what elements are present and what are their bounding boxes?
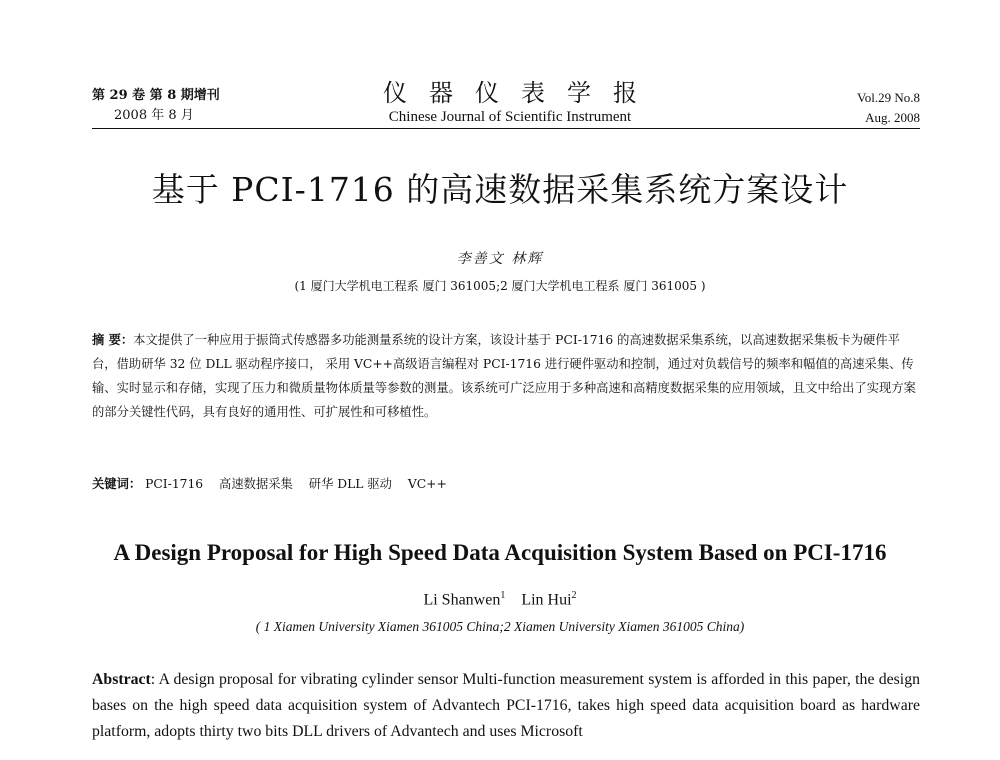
keywords-cn-label: 关键词： — [92, 476, 142, 491]
author-name: Lin Hui — [521, 591, 572, 609]
volume-en: Vol.29 No.8 — [857, 90, 920, 105]
keywords-cn — [92, 474, 920, 492]
author-affil-mark: 2 — [571, 590, 577, 601]
keyword: 研华 DLL 驱动 — [308, 477, 392, 491]
volume-cn: 第 29 卷 第 8 期增刊 — [92, 88, 220, 103]
author-affil-mark: 1 — [500, 590, 506, 601]
affiliation-cn: (1 厦门大学机电工程系 厦门 361005;2 厦门大学机电工程系 厦门 361005 ) — [294, 279, 706, 293]
header-rule — [92, 128, 920, 129]
journal-name-cn: 仪器仪表学报 — [383, 79, 659, 107]
authors-en — [0, 590, 1000, 609]
keyword: 高速数据采集 — [219, 477, 293, 491]
abstract-cn-label: 摘 要： — [92, 332, 134, 347]
header-right — [857, 88, 920, 128]
keyword: VC++ — [407, 477, 447, 491]
authors-cn: 李善文 林辉 — [456, 251, 544, 267]
journal-name-en: Chinese Journal of Scientific Instrument — [388, 109, 632, 125]
abstract-en-label: Abstract — [92, 671, 151, 688]
abstract-cn — [92, 328, 920, 424]
title-cn: 基于 PCI-1716 的高速数据采集系统方案设计 — [151, 170, 849, 209]
keyword: PCI-1716 — [145, 477, 204, 491]
abstract-cn-text: 本文提供了一种应用于振筒式传感器多功能测量系统的设计方案，该设计基于 PCI-1716 的高速数据采集系统，以高速数据采集板卡为硬件平台，借助研华 32 位 DLL 驱动程序接口， 采用 VC++高级语言编程对 PCI-1716 进行硬件驱动和控制，通过对负载信号的频率和幅值的高速采集、传输、实时显示和存储，实现了压力和微质量物体质量等参数的测量。该系统可广泛应用于多种高速和高精度数据采集的应用领域，且文中给出了实现方案的部分关键性代码，具有良好的通用性、可扩展性和可移植性。 — [92, 333, 916, 419]
title-en: A Design Proposal for High Speed Data Acquisition System Based on PCI-1716 — [113, 540, 887, 565]
affiliation-en: ( 1 Xiamen University Xiamen 361005 China;2 Xiamen University Xiamen 361005 China) — [255, 619, 745, 634]
journal-name — [330, 78, 690, 126]
author-name: Li Shanwen — [423, 591, 501, 609]
date-en: Aug. 2008 — [865, 110, 920, 125]
date-cn: 2008 年 8 月 — [114, 108, 194, 123]
abstract-en — [92, 667, 920, 745]
abstract-en-text: : A design proposal for vibrating cylinder sensor Multi-function measurement system is afforded in this paper, the design bases on the high speed data acquisition system of Advantech PCI-1716, takes high speed data acquisition board as hardware platform, adopts thirty two bits DLL drivers of Advantech and uses Microsoft — [92, 671, 920, 740]
header-left — [92, 86, 220, 126]
